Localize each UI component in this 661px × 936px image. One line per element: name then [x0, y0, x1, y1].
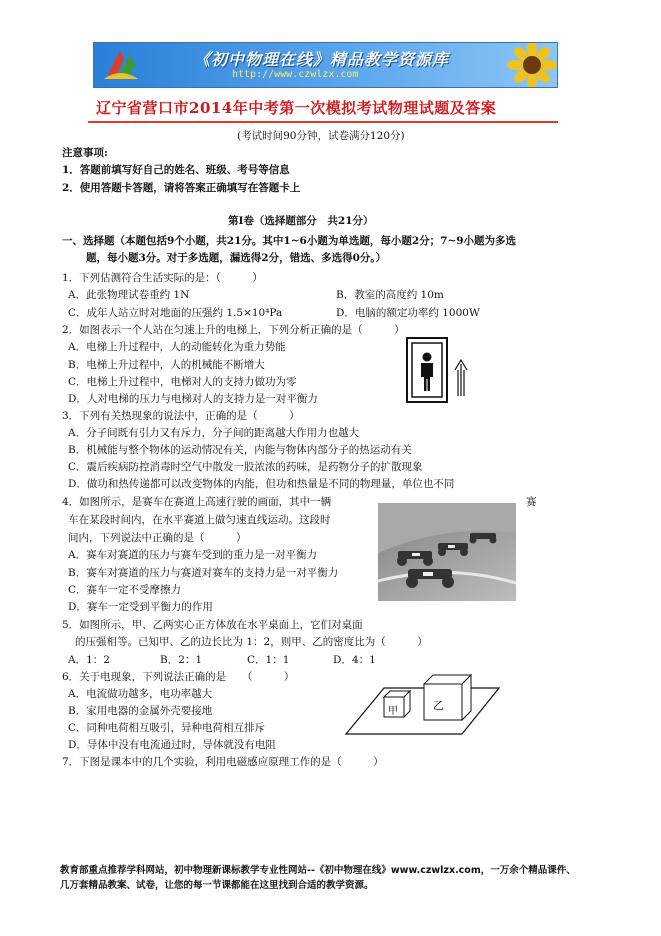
footer-line: 几万套精品教案、试卷，让您的每一节课都能在这里找到合适的教学资源。 [60, 880, 374, 891]
q6-option-b: B．家用电器的金属外壳要接地 [68, 705, 213, 717]
q4-stem: 4．如图所示，是赛车在赛道上高速行驶的画面，其中一辆 [62, 496, 332, 508]
q3-stem: 3．下列有关热现象的说法中，正确的是（ ） [62, 410, 300, 422]
notice-heading: 注意事项: [62, 147, 108, 159]
q5-option-a: A．1：2 [68, 654, 110, 666]
q4-stem-tail: 赛 [526, 496, 537, 508]
q5-stem: 的压强相等。已知甲、乙的边长比为 1：2，则甲、乙的密度比为（ ） [75, 636, 428, 648]
q4-option-a: A．赛车对赛道的压力与赛车受到的重力是一对平衡力 [68, 549, 318, 561]
footer-line: 教育部重点推荐学科网站，初中物理新课标教学专业性网站--《初中物理在线》www.czwlzx.com，一万余个精品课件、 [60, 865, 576, 876]
q4-option-b: B．赛车对赛道的压力与赛道对赛车的支持力是一对平衡力 [68, 567, 339, 579]
q6-option-d: D．导体中没有电流通过时，导体就没有电阻 [68, 739, 276, 751]
q2-option-c: C．电梯上升过程中，电梯对人的支持力做功为零 [68, 376, 297, 388]
q5-option-b: B．2：1 [160, 654, 203, 666]
q4-stem: 车在某段时间内，在水平赛道上做匀速直线运动。这段时 [68, 514, 331, 526]
q1-option-d: D．电脑的额定功率约 1000W [336, 307, 480, 319]
header-banner [93, 42, 558, 88]
race-car-photo [378, 503, 516, 601]
q3-option-b: B．机械能与整个物体的运动情况有关，内能与物体内部分子的热运动有关 [68, 444, 412, 456]
banner-title: 《初中物理在线》精品教学资源库 [194, 50, 450, 69]
q5-option-c: C．1：1 [247, 654, 290, 666]
part-heading-line2: 题，每小题3分。对于多选题，漏选得2分，错选、多选得0分。） [86, 252, 387, 264]
sunflower-icon [504, 42, 558, 88]
q6-option-c: C．同种电荷相互吸引，异种电荷相互排斥 [68, 722, 266, 734]
site-logo-icon [100, 45, 140, 85]
exam-subtitle: (考试时间90分钟，试卷满分120分) [237, 130, 405, 142]
q3-option-c: C．震后疾病防控消毒时空气中散发一股浓浓的药味，是药物分子的扩散现象 [68, 461, 423, 473]
q4-stem: 间内，下列说法中正确的是（ ） [68, 532, 247, 544]
q2-stem: 2．如图表示一个人站在匀速上升的电梯上，下列分析正确的是（ ） [62, 324, 405, 336]
q1-stem: 1．下列估测符合生活实际的是：（ ） [62, 272, 263, 284]
q3-option-d: D．做功和热传递都可以改变物体的内能，但功和热量是不同的物理量，单位也不同 [68, 478, 455, 490]
q1-option-a: A．此张物理试卷重约 1N [68, 289, 190, 301]
q2-option-d: D．人对电梯的压力与电梯对人的支持力是一对平衡力 [68, 393, 318, 405]
notice-item: 2．使用答题卡答题，请将答案正确填写在答题卡上 [62, 182, 301, 194]
q6-option-a: A．电流做功越多，电功率越大 [68, 688, 213, 700]
cubes-on-table-figure [344, 672, 500, 736]
q5-option-d: D．4：1 [333, 654, 376, 666]
q2-option-a: A．电梯上升过程中，人的动能转化为重力势能 [68, 341, 286, 353]
part-heading-line1: 一、选择题（本题包括9个小题，共21分。其中1~6小题为单选题，每小题2分；7~9小题为多选 [62, 235, 517, 247]
q1-option-c: C．成年人站立时对地面的压强约 1.5×10⁴Pa [68, 307, 283, 319]
q5-stem: 5．如图所示，甲、乙两实心正方体放在水平桌面上，它们对桌面 [62, 619, 363, 631]
section-heading: 第Ⅰ卷（选择题部分 共21分） [228, 215, 374, 227]
q1-option-b: B．教室的高度约 10m [336, 289, 444, 301]
q3-option-a: A．分子间既有引力又有斥力，分子间的距离越大作用力也越大 [68, 427, 360, 439]
cube-label-jia: 甲 [388, 706, 398, 717]
title-rule [88, 121, 558, 123]
page-title: 辽宁省营口市2014年中考第一次模拟考试物理试题及答案 [96, 99, 497, 117]
q2-option-b: B．电梯上升过程中，人的机械能不断增大 [68, 359, 265, 371]
q4-option-c: C．赛车一定不受摩擦力 [68, 584, 182, 596]
q4-option-d: D．赛车一定受到平衡力的作用 [68, 601, 213, 613]
banner-url: http://www.czwlzx.com [232, 69, 359, 80]
q6-stem: 6．关于电现象，下列说法正确的是 （ ） [62, 671, 295, 683]
notice-item: 1．答题前填写好自己的姓名、班级、考号等信息 [62, 164, 290, 176]
page-footer [60, 863, 620, 893]
elevator-figure [405, 336, 475, 406]
cube-label-yi: 乙 [433, 699, 444, 712]
q7-stem: 7．下图是课本中的几个实验，利用电磁感应原理工作的是（ ） [62, 756, 384, 768]
